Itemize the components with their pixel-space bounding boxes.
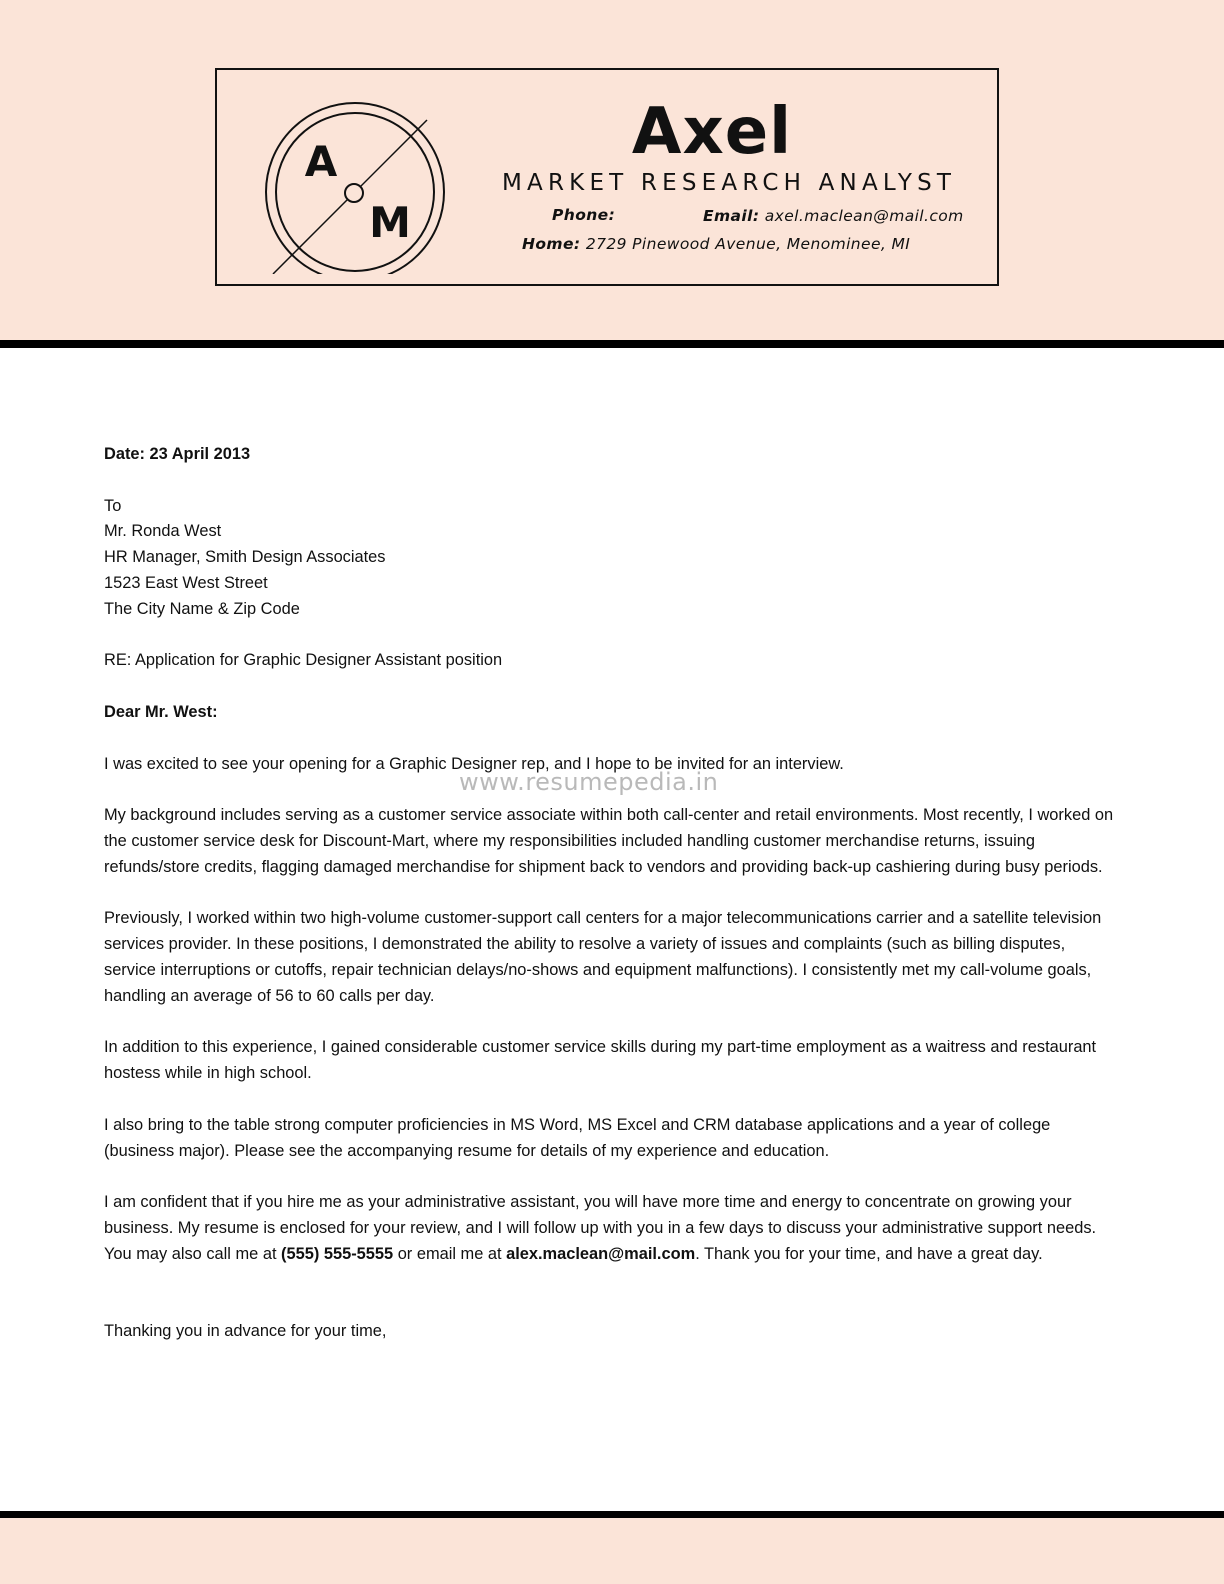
body-paragraph: My background includes serving as a customer service associate within both call-center and retail environments. Most recently, I worked on the customer service desk for Discount-Mart, where my responsibilities included handling customer merchandise returns, issuing refunds/store credits, flagging damaged merchandise for shipment back to vendors and providing back-up cashiering during busy periods. xyxy=(104,806,1114,876)
home-line xyxy=(522,233,910,255)
email-label: Email: xyxy=(703,207,760,225)
subject-line: RE: Application for Graphic Designer Assistant position xyxy=(104,651,503,670)
applicant-name: Axel xyxy=(631,95,793,169)
home-address: 2729 Pinewood Avenue, Menominee, MI xyxy=(585,235,911,253)
recipient-block xyxy=(104,494,1114,623)
monogram-letter-m: M xyxy=(369,198,411,247)
recipient-line: The City Name & Zip Code xyxy=(104,599,300,618)
monogram-letter-a: A xyxy=(304,137,338,186)
recipient-line: To xyxy=(104,496,122,515)
recipient-line: 1523 East West Street xyxy=(104,573,268,592)
job-title: MARKET RESEARCH ANALYST xyxy=(502,170,957,196)
body-paragraph: In addition to this experience, I gained considerable customer service skills during my part-time employment as a waitress and restaurant hostess while in high school. xyxy=(104,1038,1097,1083)
header-divider xyxy=(0,340,1224,348)
footer-band xyxy=(0,1518,1224,1584)
phone-label: Phone: xyxy=(552,206,616,224)
home-label: Home: xyxy=(522,235,581,253)
final-text: or email me at xyxy=(393,1244,507,1263)
salutation: Dear Mr. West: xyxy=(104,702,218,721)
recipient-line: Mr. Ronda West xyxy=(104,522,222,541)
final-text: . Thank you for your time, and have a great day. xyxy=(695,1244,1043,1263)
contact-phone: (555) 555-5555 xyxy=(281,1244,394,1263)
closing-line: Thanking you in advance for your time, xyxy=(104,1321,387,1340)
letter-body xyxy=(104,442,1114,1370)
letter-date: Date: 23 April 2013 xyxy=(104,445,251,463)
final-text: I am confident that if you hire me as your administrative assistant, you will have more time and energy to concentrate on growing your business. My resume is enclosed for your review, and I will follow up with you in a few days to discuss your administrative support needs. You may also call me at xyxy=(104,1193,1097,1263)
header-frame xyxy=(215,68,999,286)
watermark: www.resumepedia.in xyxy=(459,768,719,796)
footer-divider xyxy=(0,1511,1224,1518)
email-line xyxy=(703,205,964,227)
email-value: axel.maclean@mail.com xyxy=(764,207,964,225)
body-paragraph: I also bring to the table strong computer proficiencies in MS Word, MS Excel and CRM database applications and a year of college (business major). Please see the accompanying resume for details of my experience and education. xyxy=(104,1115,1051,1160)
final-paragraph xyxy=(104,1190,1114,1267)
monogram-logo xyxy=(265,84,451,274)
body-paragraph: Previously, I worked within two high-volume customer-support call centers for a major telecommunications carrier and a satellite television services provider. In these positions, I demonstrated the ability to resolve a variety of issues and complaints (such as billing disputes, service interruptions or cutoffs, repair technician delays/no-shows and equipment malfunctions). I consistently met my call-volume goals, handling an average of 56 to 60 calls per day. xyxy=(104,909,1102,1005)
recipient-line: HR Manager, Smith Design Associates xyxy=(104,548,386,567)
contact-email: alex.maclean@mail.com xyxy=(506,1244,696,1263)
phone-line xyxy=(552,204,615,226)
body-paragraph: I was excited to see your opening for a Graphic Designer rep, and I hope to be invited for an interview. xyxy=(104,754,844,773)
